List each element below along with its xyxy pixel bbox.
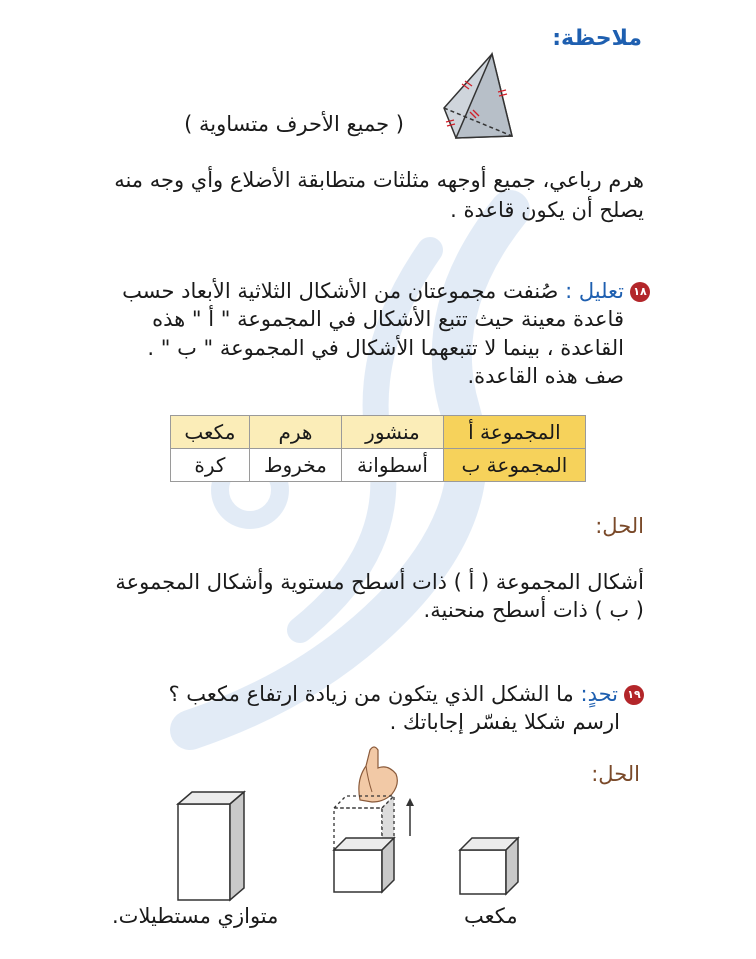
q19-number-badge: ١٩ — [624, 685, 644, 705]
table-cell: هرم — [249, 416, 341, 449]
cube-label: مكعب — [464, 904, 518, 928]
table-cell: منشور — [342, 416, 444, 449]
hand-icon — [359, 747, 397, 802]
cube-figure — [456, 834, 526, 898]
solution1-line-1: أشكال المجموعة ( أ ) ذات أسطح مستوية وأشكال المجموعة — [115, 570, 644, 594]
note-caption: ( جميع الأحرف متساوية ) — [184, 112, 404, 136]
q19-label: تحدٍ: — [580, 682, 618, 706]
note-heading: ملاحظة: — [552, 26, 642, 51]
q18-line-1 — [122, 277, 650, 305]
table-cell: أسطوانة — [342, 449, 444, 482]
q19-line-1 — [168, 680, 644, 708]
cuboid-label: متوازي مستطيلات. — [112, 904, 279, 928]
table-cell: مخروط — [249, 449, 341, 482]
table-row — [171, 449, 586, 482]
q19-text-1: ما الشكل الذي يتكون من زيادة ارتفاع مكعب ؟ — [168, 682, 574, 706]
solution1-heading: الحل: — [595, 514, 644, 538]
solution1-line-2: ( ب ) ذات أسطح منحنية. — [423, 598, 644, 622]
table-row-header: المجموعة ب — [443, 449, 585, 482]
note-line-2: يصلح أن يكون قاعدة . — [450, 198, 644, 222]
tetrahedron-figure — [436, 50, 518, 146]
q18-number-badge: ١٨ — [630, 282, 650, 302]
cuboid-figure — [170, 788, 250, 904]
q18-line-3: القاعدة ، بينما لا تتبعهما الأشكال في المجموعة " ب " . — [147, 336, 624, 360]
table-row-header: المجموعة أ — [443, 416, 585, 449]
table-cell: كرة — [171, 449, 250, 482]
q18-label: تعليل : — [565, 279, 624, 303]
q18-line-4: صف هذه القاعدة. — [467, 364, 624, 388]
q18-line-2: قاعدة معينة حيث تتبع الأشكال في المجموعة " أ " هذه — [152, 307, 624, 331]
arrow-up-icon — [406, 798, 414, 836]
note-line-1: هرم رباعي، جميع أوجهه مثلثات متطابقة الأضلاع وأي وجه منه — [114, 168, 644, 192]
stretched-cube-figure — [326, 740, 432, 904]
groups-table — [170, 415, 586, 482]
table-cell: مكعب — [171, 416, 250, 449]
table-row — [171, 416, 586, 449]
solution2-heading: الحل: — [591, 762, 640, 786]
q19-line-2: ارسم شكلا يفسّر إجاباتك . — [389, 710, 620, 734]
q18-text-1: صُنفت مجموعتان من الأشكال الثلاثية الأبعاد حسب — [122, 279, 559, 303]
